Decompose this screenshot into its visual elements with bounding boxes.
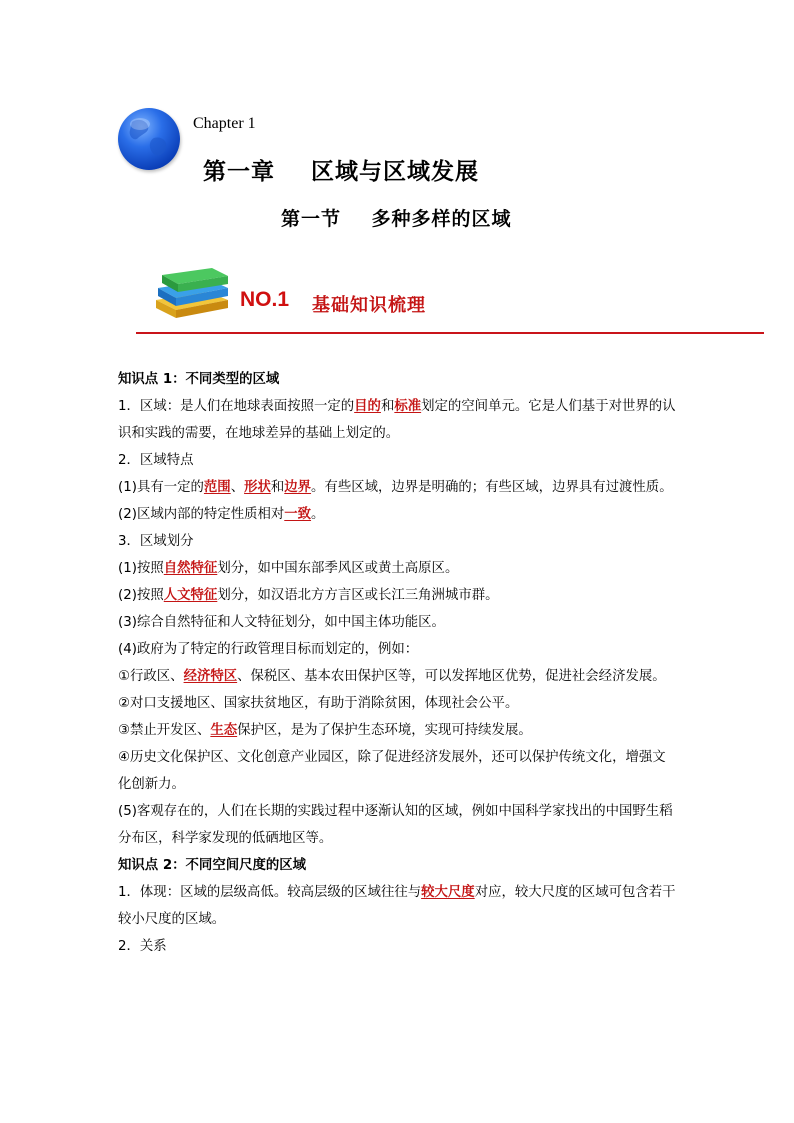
key-term: 生态	[210, 723, 238, 738]
paragraph: (3)综合自然特征和人文特征划分，如中国主体功能区。	[118, 615, 445, 630]
text-span: ①行政区、	[118, 669, 184, 684]
key-term: 标准	[394, 399, 422, 414]
paragraph	[118, 501, 678, 528]
paragraph: ②对口支援地区、国家扶贫地区，有助于消除贫困，体现社会公平。	[118, 696, 519, 711]
text-span: 1．体现：区域的层级高低。较高层级的区域往往与	[118, 885, 422, 900]
key-term: 自然特征	[163, 561, 218, 576]
chapter-english-label: Chapter 1	[193, 115, 256, 132]
section-title: 第一节 多种多样的区域	[281, 208, 512, 230]
text-span: 和	[270, 480, 285, 495]
key-term: 经济特区	[183, 669, 238, 684]
key-term: 目的	[354, 399, 381, 414]
text-span: 1．区域：是人们在地球表面按照一定的	[118, 399, 355, 414]
text-span: 。	[311, 507, 325, 522]
text-span: ③禁止开发区、	[118, 723, 211, 738]
globe-icon	[118, 108, 180, 170]
text-span: (2)按照	[118, 588, 164, 603]
key-term: 人文特征	[163, 588, 218, 603]
text-span: (2)区域内部的特定性质相对	[118, 507, 285, 522]
paragraph	[118, 393, 678, 447]
section-number-label: NO.1	[240, 288, 290, 311]
paragraph: (5)客观存在的，人们在长期的实践过程中逐渐认知的区域，例如中国科学家找出的中国野生稻分布区，科学家发现的低硒地区等。	[118, 804, 673, 846]
chapter-title: 第一章 区域与区域发展	[203, 159, 480, 185]
books-icon	[152, 262, 234, 324]
key-term: 范围	[203, 480, 231, 495]
text-span: (1)具有一定的	[118, 480, 204, 495]
paragraph: 2．区域特点	[118, 453, 194, 468]
text-span: 、	[230, 480, 245, 495]
paragraph: 3．区域划分	[118, 534, 194, 549]
paragraph	[118, 663, 678, 690]
text-span: 划分，如汉语北方方言区或长江三角洲城市群。	[217, 588, 499, 603]
text-span: 划定的空间单元。它是人们基于对世界的认识和实践的需要，在地球差异的基础上划定的。	[118, 399, 676, 441]
paragraph	[118, 555, 678, 582]
knowledge-point-heading: 知识点 2：不同空间尺度的区域	[118, 858, 307, 873]
key-term: 较大尺度	[421, 885, 475, 900]
text-span: (1)按照	[118, 561, 164, 576]
text-span: 保护区，是为了保护生态环境，实现可持续发展。	[237, 723, 532, 738]
paragraph	[118, 879, 678, 933]
text-span: 对应，较大尺度的区域可包含若干较小尺度的区域。	[118, 885, 676, 927]
text-span: 和	[380, 399, 395, 414]
key-term: 一致	[284, 507, 312, 522]
paragraph: 2．关系	[118, 939, 167, 954]
key-term: 边界	[284, 480, 312, 495]
paragraph	[118, 474, 678, 501]
text-span: 、保税区、基本农田保护区等，可以发挥地区优势，促进社会经济发展。	[237, 669, 666, 684]
content-body	[118, 366, 678, 960]
paragraph: ④历史文化保护区、文化创意产业园区，除了促进经济发展外，还可以保护传统文化，增强文化创新力。	[118, 750, 666, 792]
text-span: 。有些区域，边界是明确的；有些区域，边界具有过渡性质。	[311, 480, 673, 495]
paragraph	[118, 582, 678, 609]
paragraph: (4)政府为了特定的行政管理目标而划定的，例如：	[118, 642, 419, 657]
paragraph	[118, 717, 678, 744]
key-term: 形状	[244, 480, 271, 495]
divider-line	[136, 332, 764, 334]
knowledge-point-heading: 知识点 1：不同类型的区域	[118, 372, 280, 387]
banner-title: 基础知识梳理	[312, 295, 426, 316]
text-span: 划分，如中国东部季风区或黄土高原区。	[217, 561, 459, 576]
